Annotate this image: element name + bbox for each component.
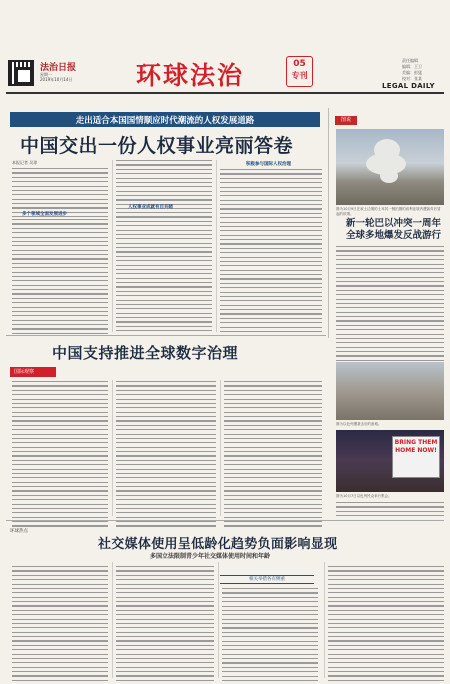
story1-column-2b <box>116 212 212 339</box>
story1-headline: 中国交出一份人权事业亮丽答卷 <box>20 135 294 157</box>
section-badge <box>286 56 313 87</box>
rubble-caption: 图为以色列遭袭击后的废墟。 <box>336 422 382 426</box>
story1-banner <box>10 112 320 127</box>
story2-column-3 <box>224 381 322 530</box>
story3-headline: 社交媒体使用呈低龄化趋势负面影响显现 <box>98 537 338 552</box>
story2-headline: 中国支持推进全球数字治理 <box>52 344 239 362</box>
story3-subhead: 多国立法限制青少年社交媒体使用时间和年龄 <box>150 553 271 560</box>
story3-tag: 环球热点 <box>10 529 28 534</box>
story2-column-1 <box>12 381 108 530</box>
story3-column-1 <box>12 566 108 684</box>
column-rule <box>328 108 329 338</box>
page-title: 环球法治 <box>136 61 245 90</box>
story3-column-2 <box>116 566 214 684</box>
issue-date: 星期一 2019年10月14日 <box>40 72 73 82</box>
story1-column-3 <box>220 169 322 335</box>
story3-column-3 <box>222 588 318 684</box>
rally-caption: 图为10月7日以色列民众举行集会。 <box>336 494 392 498</box>
story1-subhead-c: 人权事业成就有目共睹 <box>128 205 173 210</box>
story-divider-2 <box>6 520 444 521</box>
story1-kicker: 走出适合本国国情顺应时代潮流的人权发展道路 <box>75 116 255 126</box>
right-column-body <box>336 502 444 520</box>
paper-logo: 法治日报 <box>40 63 77 73</box>
brand-wordmark: LEGAL DAILY <box>382 82 435 90</box>
story2-tag: 国际观察 <box>10 367 56 377</box>
story3-column-4 <box>328 566 444 684</box>
rubble-photo <box>336 362 444 420</box>
masthead-rule <box>6 92 444 94</box>
masthead <box>0 0 450 92</box>
editors-info: 责任编辑 编辑：王卫 美编：彭猛 校对：张某 <box>402 58 422 81</box>
smoke-photo <box>336 129 444 205</box>
story1-subhead-a: 多个领域全面发展进步 <box>22 212 67 217</box>
story1-byline: 本报记者 吴琼 <box>12 160 38 165</box>
story-divider <box>6 335 326 336</box>
qr-code <box>8 60 34 86</box>
photo-caption: 图为10月9日在叙土边境的土耳其一侧拍摄的叙利亚境内遭轰炸后冒起的浓烟。 <box>336 207 441 216</box>
photo-story-tag: 图说 <box>335 116 357 125</box>
section-number: 05 <box>293 59 306 69</box>
photo-story-headline: 新一轮巴以冲突一周年全球多地爆发反战游行 <box>346 218 442 241</box>
protest-sign: BRING THEM HOME NOW! <box>392 436 440 478</box>
section-label: 专刊 <box>291 71 308 80</box>
story2-column-2 <box>116 381 216 530</box>
story1-column-1b <box>12 219 108 337</box>
story1-subhead-b: 积极参与国际人权治理 <box>246 162 291 167</box>
story3-box-head: 相关举措各有侧重 <box>220 575 314 584</box>
